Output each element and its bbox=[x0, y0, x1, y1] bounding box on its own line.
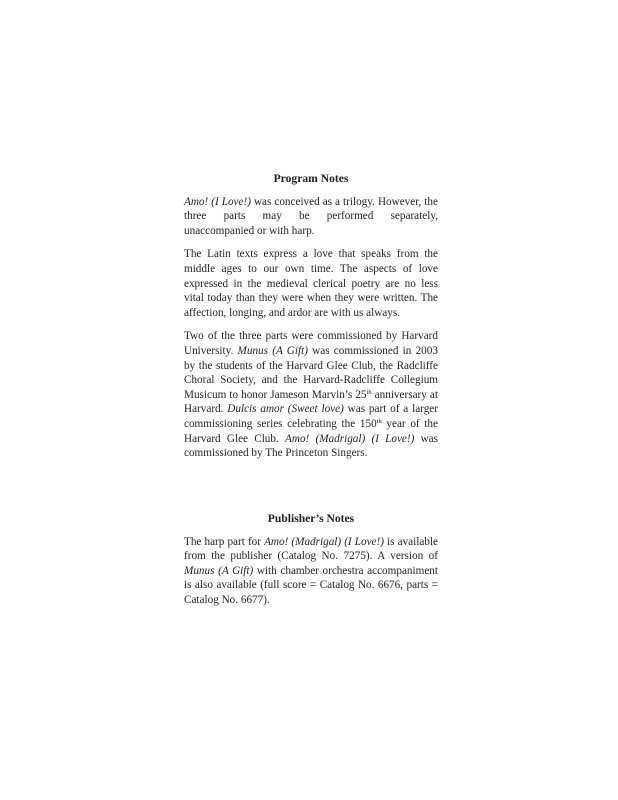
title-dulcis-amor: Dulcis amor (Sweet love) bbox=[227, 403, 344, 416]
text-run: anniversary at Harvard. bbox=[184, 388, 438, 416]
text-run: The harp part for bbox=[184, 535, 265, 548]
text-run: Two of the three parts were commissioned by Harvard University. bbox=[184, 330, 438, 357]
publisher-notes-paragraph bbox=[184, 535, 438, 608]
text-run: was commissioned in 2003 by the students of the Harvard Glee Club, the Radcliffe Choral Society, and the Harvard-Radcliffe Collegium Musicum to honor Jameson Marvin’s 25 bbox=[184, 344, 438, 401]
publisher-notes-heading: Publisher’s Notes bbox=[267, 512, 355, 525]
title-amo: Amo! (I Love!) bbox=[184, 195, 251, 208]
program-notes-paragraph-3 bbox=[184, 329, 438, 460]
text-run: was conceived as a trilogy. However, the three parts may be performed separately, unaccompanied or with harp. bbox=[184, 195, 438, 237]
program-notes-heading: Program Notes bbox=[273, 172, 349, 185]
title-munus: Munus (A Gift) bbox=[184, 564, 254, 577]
title-amo-madrigal: Amo! (Madrigal) (I Love!) bbox=[264, 535, 384, 548]
title-munus: Munus (A Gift) bbox=[237, 344, 308, 357]
publisher-notes-section bbox=[184, 512, 438, 617]
text-run: was commissioned by The Princeton Singers. bbox=[184, 432, 438, 460]
program-notes-paragraph-1 bbox=[184, 195, 438, 239]
text-run: was part of a larger commissioning series celebrating the 150 bbox=[184, 403, 438, 430]
text-run: is available from the publisher (Catalog No. 7275). A version of bbox=[184, 535, 438, 563]
text-run: year of the Harvard Glee Club. bbox=[184, 417, 438, 445]
program-notes-paragraph-2: The Latin texts express a love that speaks from the middle ages to our own time. The aspects of love expressed in the medieval clerical poetry are no less vital today than they were when they were written. The affection, longing, and ardor are with us always. bbox=[184, 248, 438, 319]
ordinal-suffix: th bbox=[376, 417, 382, 425]
ordinal-suffix: th bbox=[366, 388, 372, 396]
program-notes-section bbox=[184, 172, 438, 470]
title-amo-madrigal: Amo! (Madrigal) (I Love!) bbox=[285, 432, 415, 445]
text-run: with chamber orchestra accompaniment is also available (full score = Catalog No. 6676, parts = Catalog No. 6677). bbox=[184, 564, 438, 606]
